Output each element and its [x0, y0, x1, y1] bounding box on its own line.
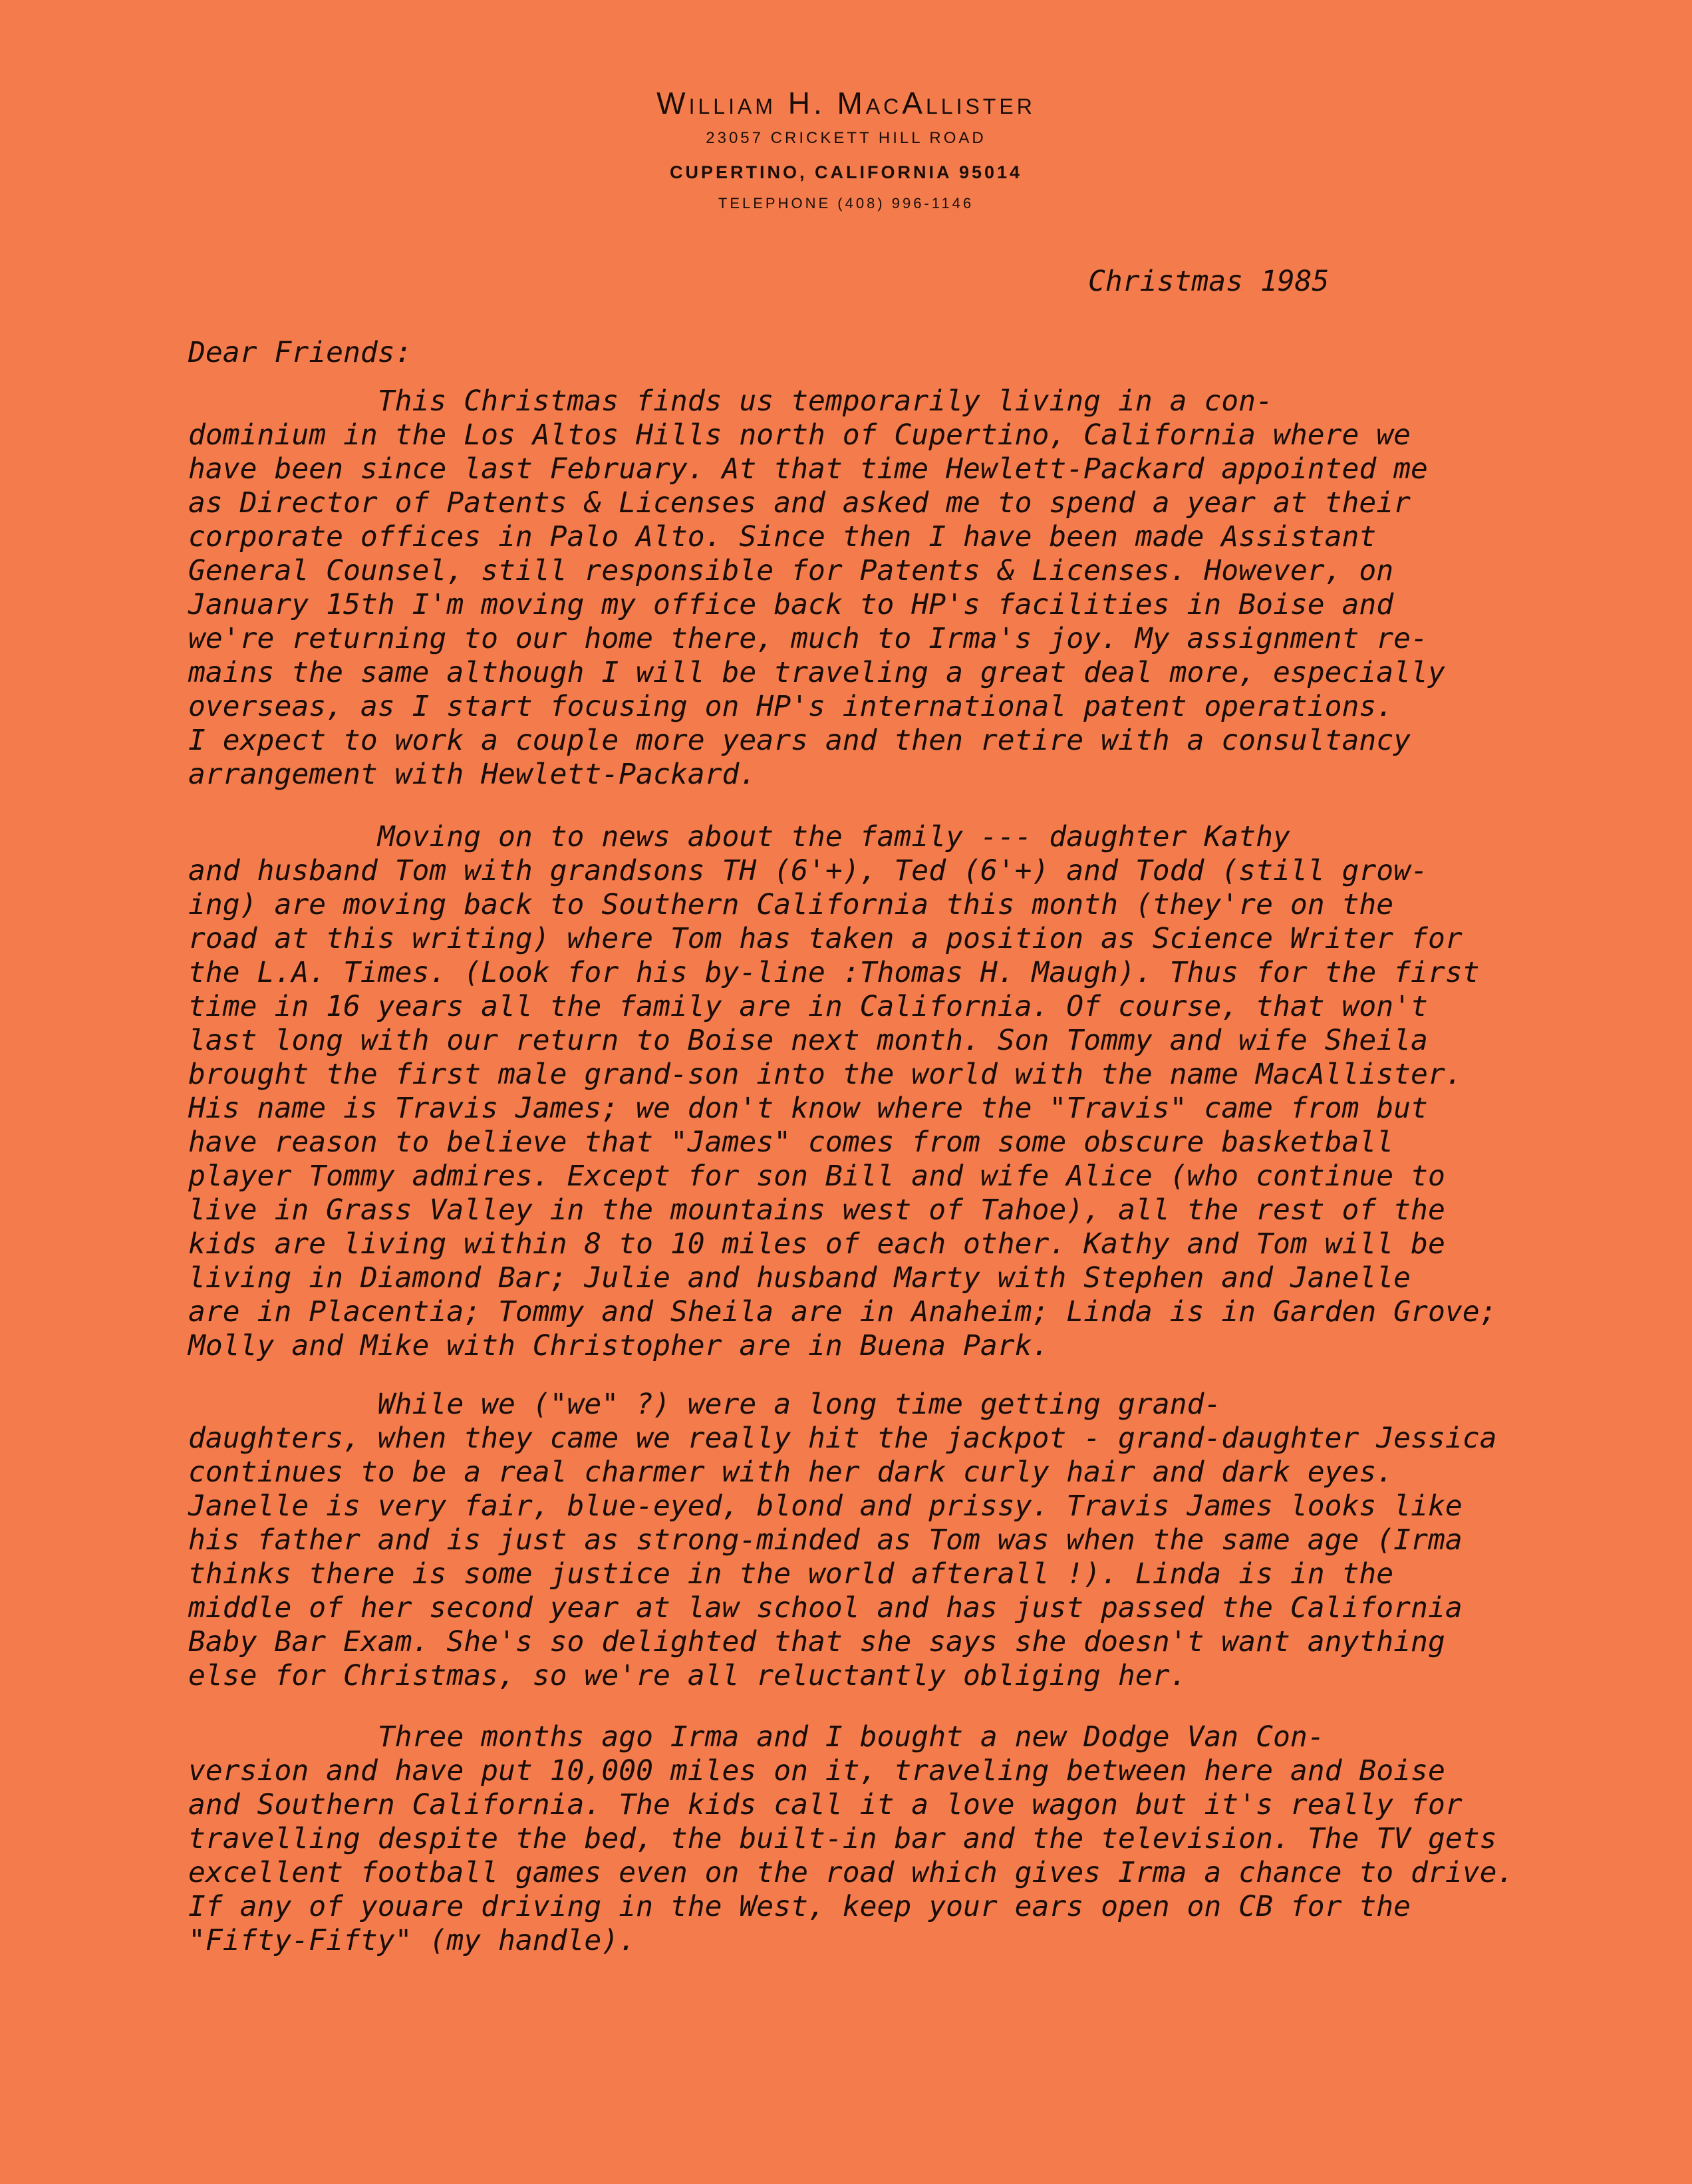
text-line: excellent football games even on the road which gives Irma a chance to drive.: [188, 1856, 1514, 1889]
text-line: overseas, as I start focusing on HP's international patent operations.: [188, 690, 1394, 723]
text-line: road at this writing) where Tom has taken a position as Science Writer for: [188, 922, 1463, 955]
text-line: If any of youare driving in the West, keep your ears open on CB for the: [188, 1890, 1411, 1923]
text-line: January 15th I'm moving my office back to HP's facilities in Boise and: [188, 588, 1394, 621]
text-line: the L.A. Times. (Look for his by-line :Thomas H. Maugh). Thus for the first: [188, 956, 1480, 989]
text-line: are in Placentia; Tommy and Sheila are in Anaheim; Linda is in Garden Grove;: [188, 1295, 1497, 1328]
text-line: and husband Tom with grandsons TH (6'+), Ted (6'+) and Todd (still grow-: [188, 854, 1428, 887]
text-line: dominium in the Los Altos Hills north of Cupertino, California where we: [188, 418, 1411, 452]
letterhead-name: William H. MacAllister: [656, 86, 1036, 120]
text-line: else for Christmas, so we're all reluctantly obliging her.: [188, 1659, 1187, 1692]
paragraph-1: [188, 385, 1445, 792]
text-line: Three months ago Irma and I bought a new Dodge Van Con-: [188, 1720, 1325, 1754]
text-line: as Director of Patents & Licenses and asked me to spend a year at their: [188, 486, 1411, 520]
text-line: his father and is just as strong-minded as Tom was when the same age (Irma: [188, 1523, 1463, 1557]
text-line: mains the same although I will be traveling a great deal more, especially: [188, 656, 1445, 689]
text-line: thinks there is some justice in the world afterall !). Linda is in the: [188, 1557, 1394, 1591]
paragraph-2: [188, 820, 1497, 1363]
text-line: we're returning to our home there, much to Irma's joy. My assignment re-: [188, 622, 1428, 655]
text-line: General Counsel, still responsible for Patents & Licenses. However, on: [188, 554, 1394, 587]
text-line: Janelle is very fair, blue-eyed, blond and prissy. Travis James looks like: [188, 1489, 1463, 1523]
text-line: arrangement with Hewlett-Packard.: [188, 758, 757, 791]
letterhead-telephone: TELEPHONE (408) 996-1146: [718, 195, 974, 212]
text-line: While we ("we" ?) were a long time getting grand-: [188, 1388, 1222, 1421]
text-line: "Fifty-Fifty" (my handle).: [188, 1924, 636, 1957]
text-line: middle of her second year at law school and has just passed the California: [188, 1591, 1463, 1625]
text-line: brought the first male grand-son into the world with the name MacAllister.: [188, 1058, 1463, 1091]
letterhead-address: 23057 CRICKETT HILL ROAD: [706, 129, 986, 147]
text-line: time in 16 years all the family are in California. Of course, that won't: [188, 990, 1428, 1023]
text-line: Molly and Mike with Christopher are in Buena Park.: [188, 1329, 1050, 1362]
text-line: This Christmas finds us temporarily living in a con-: [188, 385, 1273, 418]
text-line: version and have put 10,000 miles on it, traveling between here and Boise: [188, 1754, 1445, 1788]
text-line: I expect to work a couple more years and then retire with a consultancy: [188, 724, 1411, 757]
text-line: His name is Travis James; we don't know where the "Travis" came from but: [188, 1092, 1428, 1125]
salutation: Dear Friends:: [188, 336, 412, 369]
paragraph-4: [188, 1720, 1514, 1958]
text-line: daughters, when they came we really hit the jackpot - grand-daughter Jessica: [188, 1422, 1497, 1455]
text-line: have reason to believe that "James" comes from some obscure basketball: [188, 1126, 1394, 1159]
text-line: kids are living within 8 to 10 miles of each other. Kathy and Tom will be: [188, 1227, 1445, 1261]
text-line: have been since last February. At that time Hewlett-Packard appointed me: [188, 452, 1428, 486]
text-line: and Southern California. The kids call it a love wagon but it's really for: [188, 1788, 1463, 1821]
text-line: continues to be a real charmer with her dark curly hair and dark eyes.: [188, 1456, 1394, 1489]
text-line: corporate offices in Palo Alto. Since then I have been made Assistant: [188, 520, 1377, 553]
letterhead-city: CUPERTINO, CALIFORNIA 95014: [669, 162, 1023, 182]
text-line: Baby Bar Exam. She's so delighted that she says she doesn't want anything: [188, 1625, 1445, 1658]
text-line: travelling despite the bed, the built-in bar and the television. The TV gets: [188, 1822, 1497, 1855]
letter-date: Christmas 1985: [1088, 265, 1330, 298]
text-line: living in Diamond Bar; Julie and husband Marty with Stephen and Janelle: [188, 1261, 1411, 1295]
text-line: ing) are moving back to Southern California this month (they're on the: [188, 888, 1394, 921]
paragraph-3: [188, 1388, 1497, 1693]
text-line: live in Grass Valley in the mountains west of Tahoe), all the rest of the: [188, 1193, 1445, 1227]
text-line: last long with our return to Boise next month. Son Tommy and wife Sheila: [188, 1024, 1428, 1057]
text-line: player Tommy admires. Except for son Bill and wife Alice (who continue to: [188, 1160, 1445, 1193]
text-line: Moving on to news about the family --- daughter Kathy: [188, 820, 1290, 854]
